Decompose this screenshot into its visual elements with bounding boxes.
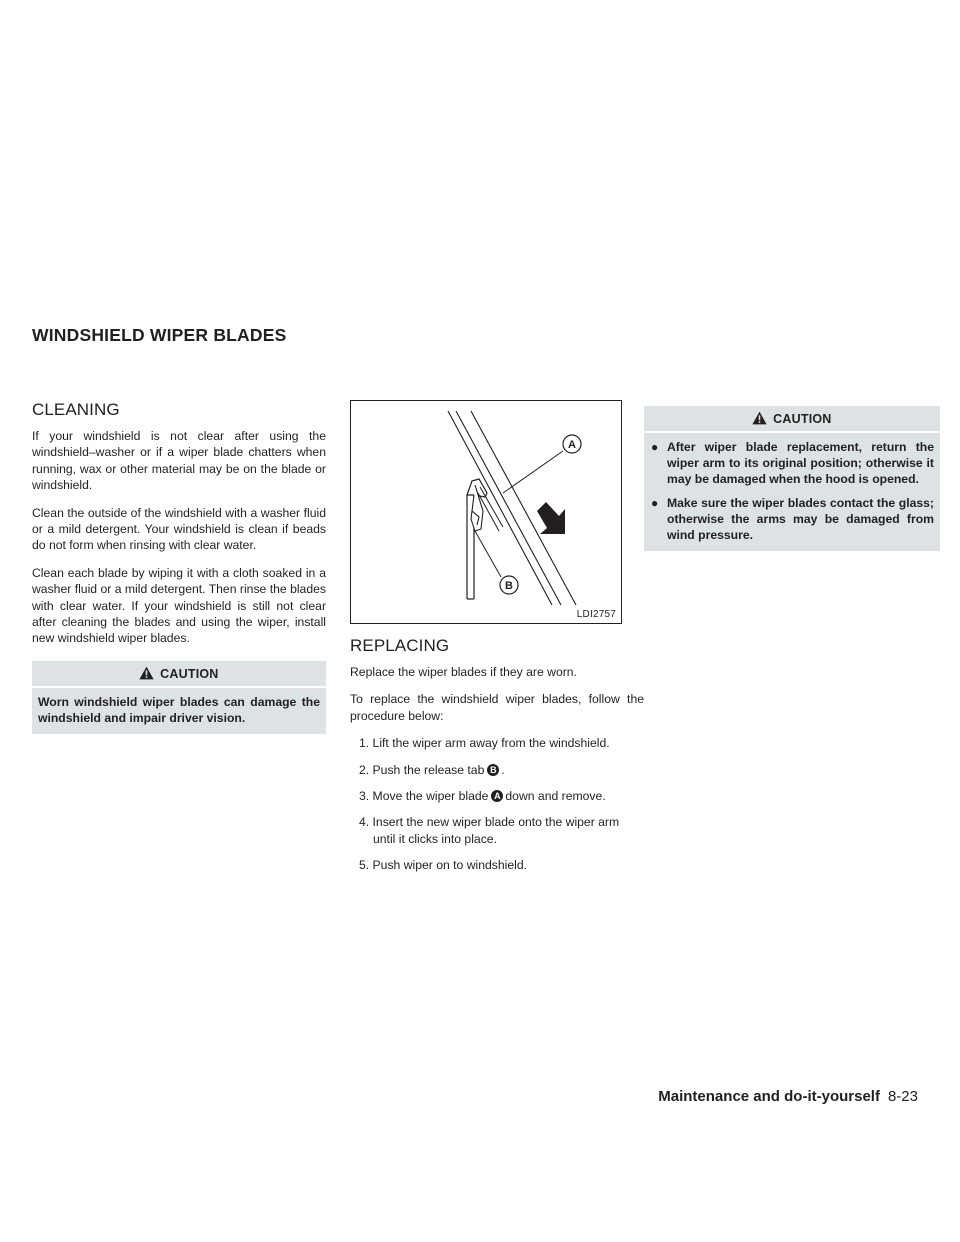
step-text: 2. Push the release tab: [359, 762, 485, 777]
wiper-figure: [350, 400, 622, 624]
marker-a-icon: A: [491, 790, 503, 802]
caution-body: [644, 433, 940, 551]
warning-icon: [139, 666, 154, 680]
step-text: 3. Move the wiper blade: [359, 789, 489, 804]
step-text: 5. Push wiper on to windshield.: [359, 858, 528, 873]
caution-header: [644, 406, 940, 433]
step-item: [350, 735, 644, 751]
cleaning-paragraph: Clean the outside of the windshield with a washer fluid or a mild detergent. Your windshield is clean if beads do not form when rinsing with clear water.: [32, 505, 326, 553]
step-text: 4. Insert the new wiper blade onto the wiper arm until it clicks into place.: [359, 815, 620, 846]
step-text: 1. Lift the wiper arm away from the windshield.: [359, 736, 610, 751]
caution-bullet-text: Make sure the wiper blades contact the glass; otherwise the arms may be damaged from wind pressure.: [667, 495, 934, 543]
caution-label: CAUTION: [773, 412, 832, 426]
replacing-paragraph: Replace the wiper blades if they are worn.: [350, 665, 577, 679]
figure-code: LDI2757: [576, 609, 616, 620]
replacement-steps: [350, 735, 644, 873]
figure-label-b: B: [505, 580, 513, 592]
step-item: [350, 788, 644, 804]
caution-bullet-item: [650, 439, 934, 488]
step-text: .: [501, 762, 505, 777]
wiper-illustration: [351, 401, 621, 623]
section-title: WINDSHIELD WIPER BLADES: [32, 325, 287, 345]
caution-bullet-text: After wiper blade replacement, return the wiper arm to its original position; otherwise it may be damaged when the hood is opened.: [667, 440, 934, 487]
cleaning-column: [32, 400, 326, 734]
replacing-column: [350, 400, 644, 884]
cleaning-heading: CLEANING: [32, 400, 120, 419]
replacing-heading: REPLACING: [350, 636, 450, 655]
footer-chapter: Maintenance and do-it-yourself: [658, 1088, 880, 1105]
warning-icon: [752, 411, 767, 425]
page-number: 8-23: [887, 1088, 918, 1105]
bullet-icon: ●: [651, 440, 659, 454]
bullet-icon: ●: [651, 495, 659, 510]
step-item: [350, 814, 644, 847]
caution-body: [32, 688, 326, 734]
cleaning-paragraph: If your windshield is not clear after using the windshield–washer or if a wiper blade chatters when running, wax or other material may be on the blade or windshield.: [32, 429, 326, 493]
step-item: [350, 857, 644, 873]
caution-box-replacing: [644, 406, 940, 551]
step-text: down and remove.: [505, 789, 606, 804]
figure-label-a: A: [568, 439, 576, 451]
caution-box-cleaning: [32, 661, 326, 734]
page-footer: [658, 1088, 918, 1106]
caution-text: Worn windshield wiper blades can damage the windshield and impair driver vision.: [38, 694, 320, 726]
arrow-icon: [537, 502, 565, 534]
cleaning-paragraph: Clean each blade by wiping it with a cloth soaked in a washer fluid or a mild detergent. Then rinse the blades with clear water. If your windshield is still not clear after cleaning the blades and using the wiper, install new windshield wiper blades.: [32, 565, 326, 646]
caution-column: [644, 400, 940, 551]
caution-label: CAUTION: [160, 666, 219, 681]
caution-header: [32, 661, 326, 688]
marker-b-icon: B: [487, 764, 499, 776]
replacing-paragraph: To replace the windshield wiper blades, follow the procedure below:: [350, 692, 644, 723]
caution-bullet-item: [650, 495, 934, 544]
step-item: [350, 762, 644, 778]
